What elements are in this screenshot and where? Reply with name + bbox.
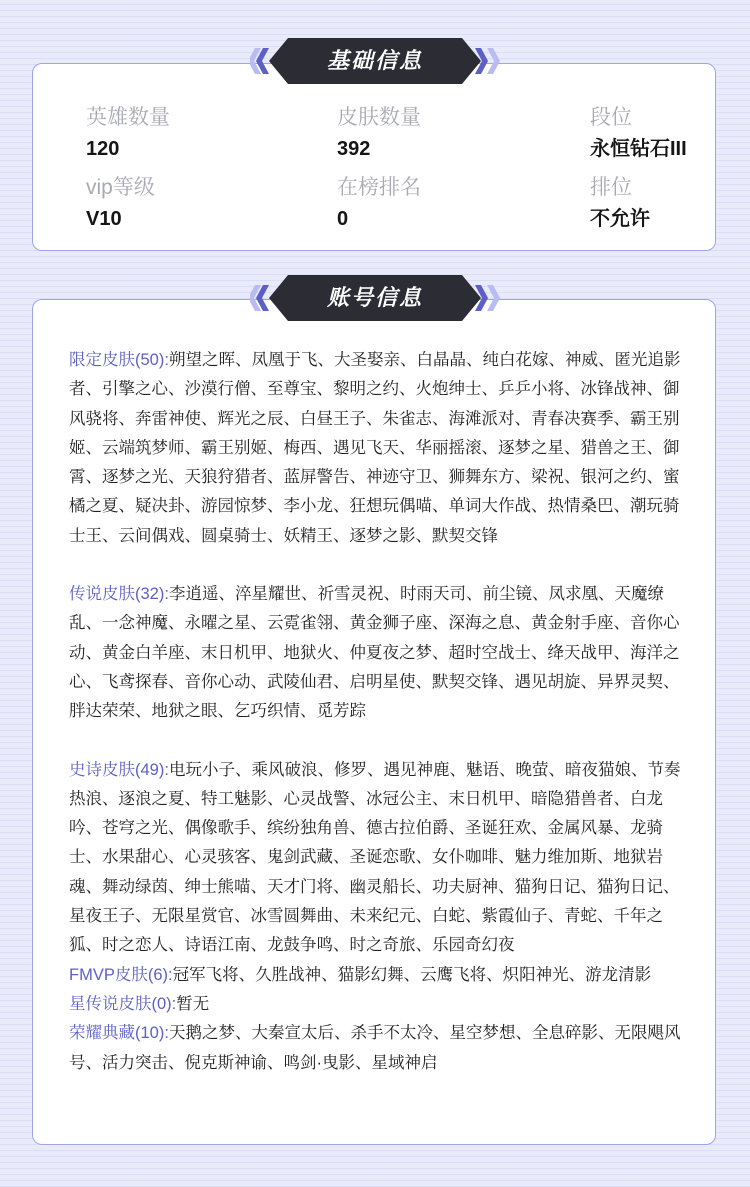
category-fmvp [69, 961, 681, 990]
stat-value: V10 [86, 208, 122, 230]
category-items: 暂无 [176, 994, 210, 1013]
stat-label: 在榜排名 [337, 176, 421, 199]
stat-value: 不允许 [590, 208, 650, 230]
category-items: 朔望之晖、凤凰于飞、大圣娶亲、白晶晶、纯白花嫁、神威、匿光追影者、引擎之心、沙漠行僧、至尊宝、黎明之约、火炮绅士、乒乒小将、冰锋战神、御风骁将、奔雷神使、辉光之辰、白昼王子、朱雀志、海滩派对、青春决赛季、霸王别姬、云端筑梦师、霸王别姬、梅西、遇见飞天、华丽摇滚、逐梦之星、猎兽之王、御霄、逐梦之光、天狼狩猎者、蓝屏警告、神迹守卫、狮舞东方、梁祝、银河之约、蜜橘之夏、疑决卦、游园惊梦、李小龙、狂想玩偶喵、单词大作战、热情桑巴、潮玩骑士王、云间偶戏、圆桌骑士、妖精王、逐梦之影、默契交锋 [69, 351, 681, 545]
basic-info-header [250, 38, 500, 84]
stat-value: 永恒钻石III [590, 138, 687, 160]
stat-label: 排位 [590, 176, 632, 199]
category-title: FMVP皮肤(6): [69, 965, 173, 984]
category-limited [69, 346, 681, 551]
category-items: 冠军飞将、久胜战神、猫影幻舞、云鹰飞将、炽阳神光、游龙清影 [172, 965, 652, 984]
section-title: 基础信息 [326, 48, 423, 73]
category-legend [69, 580, 681, 726]
stat-label: 皮肤数量 [337, 106, 421, 129]
category-items: 电玩小子、乘风破浪、修罗、遇见神鹿、魅语、晚萤、暗夜猫娘、节奏热浪、逐浪之夏、特工魅影、心灵战警、冰冠公主、末日机甲、暗隐猎兽者、白龙吟、苍穹之光、偶像歌手、缤纷独角兽、德古拉伯爵、圣诞狂欢、金属风暴、龙骑士、水果甜心、心灵骇客、鬼剑武藏、圣诞恋歌、女仆咖啡、魅力维加斯、地狱岩魂、舞动绿茵、绅士熊喵、天才门将、幽灵船长、功夫厨神、猫狗日记、猫狗日记、星夜王子、无限星赏官、冰雪圆舞曲、未来纪元、白蛇、紫霞仙子、青蛇、千年之狐、时之恋人、诗语江南、龙鼓争鸣、时之奇旅、乐园奇幻夜 [69, 760, 681, 955]
stat-value: 392 [337, 138, 371, 160]
stat-rank-tier [590, 104, 687, 163]
account-info-header [250, 275, 500, 321]
category-title: 传说皮肤(32): [69, 585, 169, 604]
category-star-legend [69, 990, 681, 1019]
category-title: 史诗皮肤(49): [69, 760, 169, 779]
category-items: 李逍遥、淬星耀世、祈雪灵祝、时雨天司、前尘镜、凤求凰、天魔缭乱、一念神魔、永曜之星、云霓雀翎、黄金狮子座、深海之息、黄金射手座、音你心动、黄金白羊座、末日机甲、地狱火、仲夏夜之梦、超时空战士、绛天战甲、海洋之心、飞鸢探春、音你心动、武陵仙君、启明星使、默契交锋、遇见胡旋、异界灵契、胖达荣荣、地狱之眼、乞巧织情、觅芳踪 [69, 585, 680, 721]
category-items: 天鹅之梦、大秦宣太后、杀手不太冷、星空梦想、全息碎影、无限飓风号、活力突击、倪克斯神谕、鸣剑·曳影、星域神启 [69, 1024, 681, 1072]
stat-hero-count [86, 104, 170, 163]
stat-label: 英雄数量 [86, 106, 170, 129]
stat-vip-level [86, 174, 155, 233]
stat-leaderboard-rank [337, 174, 421, 233]
category-title: 限定皮肤(50): [69, 351, 169, 369]
category-title: 荣耀典藏(10): [69, 1024, 169, 1043]
skin-list [69, 346, 681, 1078]
category-glory-collection [69, 1019, 681, 1078]
category-epic [69, 756, 681, 961]
section-title: 账号信息 [326, 285, 423, 310]
account-info-card [32, 299, 716, 1145]
basic-info-card [32, 63, 716, 251]
stat-label: 段位 [590, 106, 632, 129]
stat-value: 0 [337, 208, 349, 230]
stat-skin-count [337, 104, 421, 163]
stat-label: vip等级 [86, 176, 155, 199]
stat-ranked-allowed [590, 174, 650, 233]
category-title: 星传说皮肤(0): [69, 994, 177, 1013]
stat-value: 120 [86, 138, 120, 160]
